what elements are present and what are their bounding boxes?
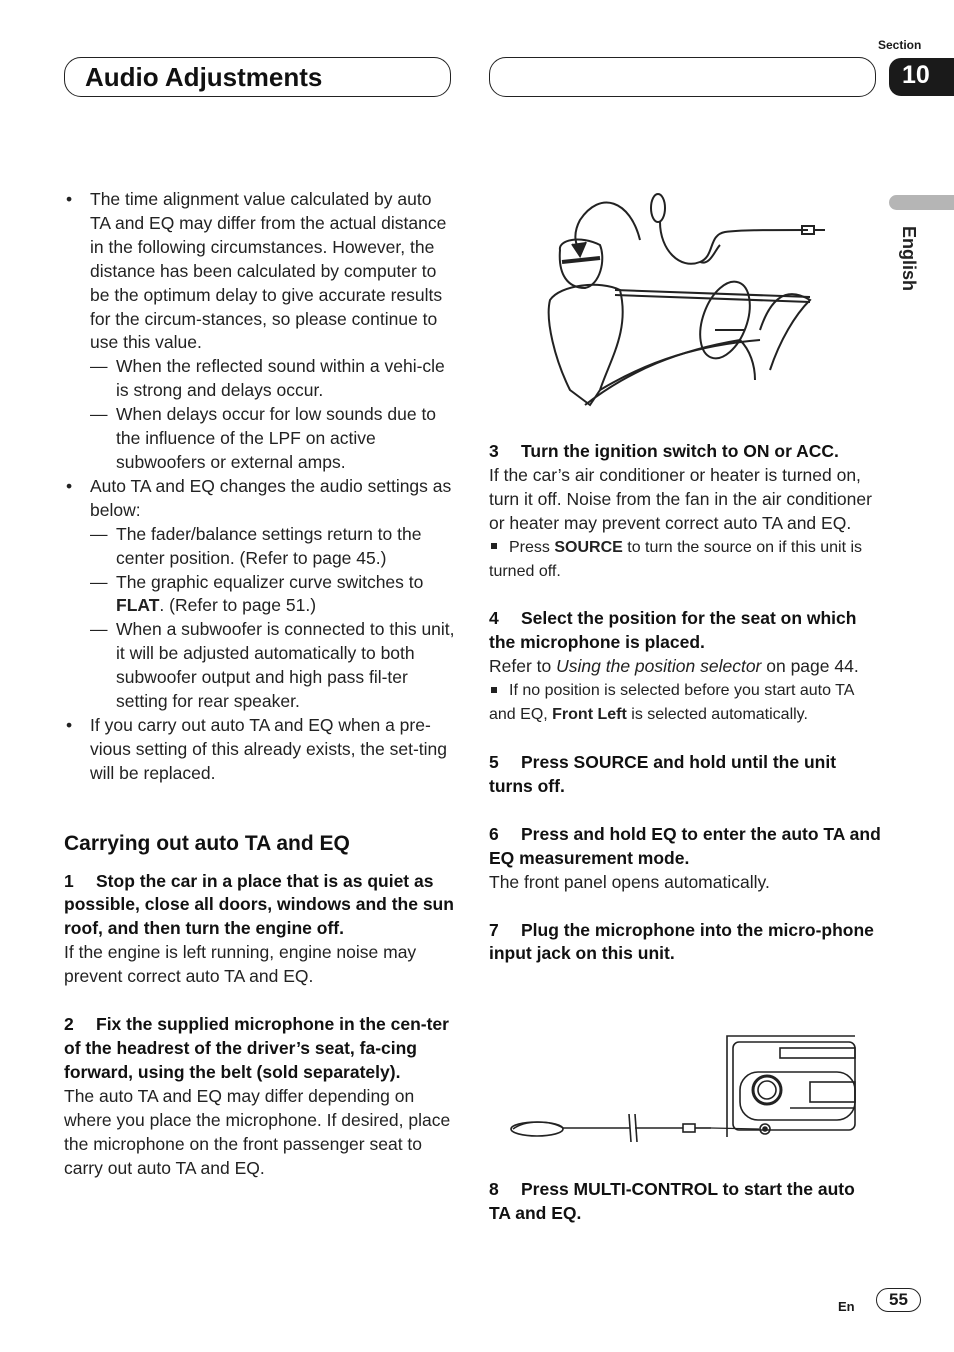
sub-list-item: — When the reflected sound within a vehi-cle is strong and delays occur. <box>90 356 445 401</box>
step-8-title: 8 Press MULTI-CONTROL to start the auto TA and EQ. <box>489 1179 855 1223</box>
note-square-icon <box>491 543 497 549</box>
step-4-body: Refer to Using the position selector on page 44. <box>489 656 859 677</box>
note-square-icon <box>491 687 497 693</box>
language-tab-marker <box>889 195 954 210</box>
step-1-title: 1 Stop the car in a place that is as quiet as possible, close all doors, windows and the sun roof, and then turn the engine off. <box>64 870 454 939</box>
step-2-body: The auto TA and EQ may differ depending on where you place the microphone. If desired, place the microphone on the front passenger seat to carry out auto TA and EQ. <box>64 1085 451 1178</box>
step-4-title: 4 Select the position for the seat on which the microphone is placed. <box>489 608 857 653</box>
step-4-note: If no position is selected before you start auto TA and EQ, Front Left is selected automatically. <box>489 682 854 724</box>
section-label: Section <box>878 38 922 52</box>
sub-list-item: — The fader/balance settings return to the center position. (Refer to page 45.) <box>90 523 422 568</box>
step-1-body: If the engine is left running, engine noise may prevent correct auto TA and EQ. <box>64 942 417 987</box>
step-8-block <box>489 1178 881 1226</box>
list-item: • The time alignment value calculated by auto TA and EQ may differ from the actual distance in the following circumstances. However, the distance has been calculated by computer to be the optimum delay to give accurate results for the circum-stances, so please continue to use this value. <box>64 188 456 355</box>
language-code: En <box>838 1299 855 1314</box>
sub-list-item: — When delays occur for low sounds due to the influence of the LPF on active subwoofers or external amps. <box>90 404 437 472</box>
step-2-title: 2 Fix the supplied microphone in the cen-ter of the headrest of the driver’s seat, fa-cing forward, using the belt (sold separately). <box>64 1014 449 1082</box>
left-column <box>64 188 456 1180</box>
microphone-jack-illustration <box>505 1032 857 1147</box>
step-3-title: 3 Turn the ignition switch to ON or ACC. <box>489 441 839 461</box>
chapter-title-box <box>64 57 451 97</box>
step-6-body: The front panel opens automatically. <box>489 871 770 892</box>
section-heading: Carrying out auto TA and EQ <box>64 831 350 855</box>
header-blank-box <box>489 57 876 97</box>
right-column <box>489 440 881 966</box>
chapter-title: Audio Adjustments <box>85 62 323 92</box>
step-6-title: 6 Press and hold EQ to enter the auto TA and EQ measurement mode. <box>489 823 881 868</box>
seat-microphone-illustration <box>540 190 830 415</box>
step-7-title: 7 Plug the microphone into the micro-phone input jack on this unit. <box>489 919 874 964</box>
section-number: 10 <box>889 58 954 96</box>
list-item: • If you carry out auto TA and EQ when a pre-vious setting of this already exists, the set-ting will be replaced. <box>64 714 456 786</box>
list-item: • Auto TA and EQ changes the audio settings as below: <box>64 475 456 523</box>
sub-list-item: — The graphic equalizer curve switches to FLAT. (Refer to page 51.) <box>90 571 424 616</box>
step-5-title: 5 Press SOURCE and hold until the unit turns off. <box>489 751 837 796</box>
step-3-body: If the car’s air conditioner or heater is turned on, turn it off. Noise from the fan in the air conditioner or heater may prevent correct auto TA and EQ. <box>489 464 872 533</box>
step-3-note: Press SOURCE to turn the source on if this unit is turned off. <box>489 538 863 580</box>
language-tab-label: English <box>899 226 919 292</box>
page-number: 55 <box>876 1288 921 1312</box>
sub-list-item: — When a subwoofer is connected to this unit, it will be adjusted automatically to both subwoofer output and high pass fil-ter setting for rear speaker. <box>90 619 455 712</box>
